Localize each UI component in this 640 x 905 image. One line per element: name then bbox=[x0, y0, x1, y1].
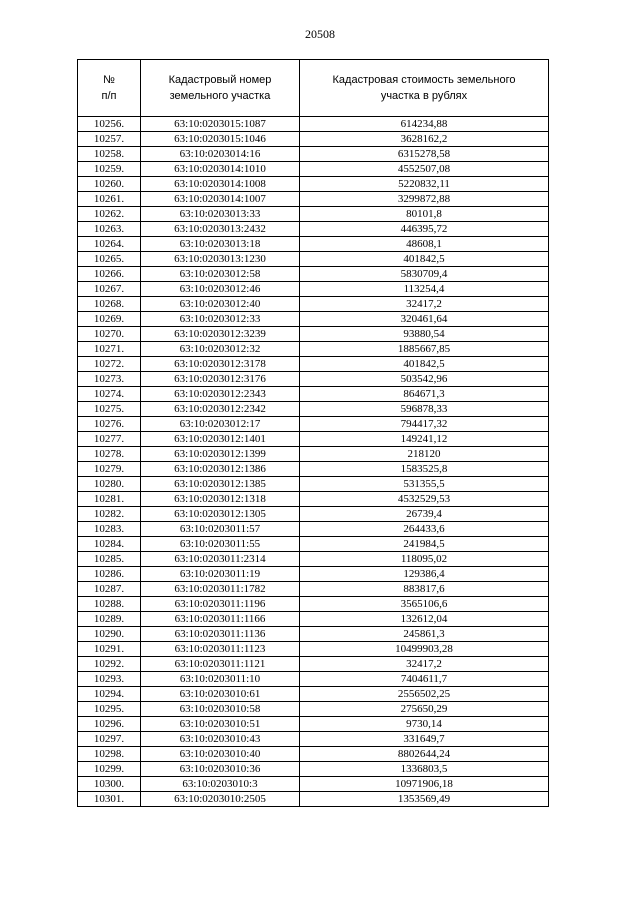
row-number: 10277. bbox=[78, 432, 141, 447]
row-number: 10293. bbox=[78, 672, 141, 687]
cadastral-value: 5220832,11 bbox=[300, 177, 549, 192]
cadastral-number: 63:10:0203012:17 bbox=[141, 417, 300, 432]
row-number: 10265. bbox=[78, 252, 141, 267]
cadastral-value: 331649,7 bbox=[300, 732, 549, 747]
table-row bbox=[78, 342, 549, 357]
table-row bbox=[78, 537, 549, 552]
cadastral-value: 118095,02 bbox=[300, 552, 549, 567]
cadastral-number: 63:10:0203015:1046 bbox=[141, 132, 300, 147]
cadastral-value: 9730,14 bbox=[300, 717, 549, 732]
cadastral-number: 63:10:0203010:36 bbox=[141, 762, 300, 777]
cadastral-number: 63:10:0203014:1008 bbox=[141, 177, 300, 192]
row-number: 10284. bbox=[78, 537, 141, 552]
table-row bbox=[78, 657, 549, 672]
table-row bbox=[78, 477, 549, 492]
row-number: 10294. bbox=[78, 687, 141, 702]
table-row bbox=[78, 117, 549, 132]
table-row bbox=[78, 252, 549, 267]
cadastral-value: 241984,5 bbox=[300, 537, 549, 552]
cadastral-value: 10971906,18 bbox=[300, 777, 549, 792]
cadastral-number: 63:10:0203010:58 bbox=[141, 702, 300, 717]
row-number: 10279. bbox=[78, 462, 141, 477]
row-number: 10256. bbox=[78, 117, 141, 132]
table-row bbox=[78, 627, 549, 642]
cadastral-value: 32417,2 bbox=[300, 297, 549, 312]
table-row bbox=[78, 237, 549, 252]
cadastral-number: 63:10:0203010:40 bbox=[141, 747, 300, 762]
cadastral-number: 63:10:0203011:1121 bbox=[141, 657, 300, 672]
cadastral-number: 63:10:0203012:3178 bbox=[141, 357, 300, 372]
table-body bbox=[78, 117, 549, 807]
cadastral-number: 63:10:0203012:32 bbox=[141, 342, 300, 357]
row-number: 10268. bbox=[78, 297, 141, 312]
table-row bbox=[78, 327, 549, 342]
table-row bbox=[78, 702, 549, 717]
row-number: 10292. bbox=[78, 657, 141, 672]
cadastral-number: 63:10:0203011:19 bbox=[141, 567, 300, 582]
row-number: 10275. bbox=[78, 402, 141, 417]
table-row bbox=[78, 312, 549, 327]
table-row bbox=[78, 147, 549, 162]
table-row bbox=[78, 387, 549, 402]
table-row bbox=[78, 282, 549, 297]
cadastral-value: 7404611,7 bbox=[300, 672, 549, 687]
header-cadastral-number-label: Кадастровый номер земельного участка bbox=[168, 74, 272, 102]
row-number: 10258. bbox=[78, 147, 141, 162]
row-number: 10260. bbox=[78, 177, 141, 192]
cadastral-value: 275650,29 bbox=[300, 702, 549, 717]
row-number: 10288. bbox=[78, 597, 141, 612]
cadastral-number: 63:10:0203010:51 bbox=[141, 717, 300, 732]
cadastral-number: 63:10:0203012:1399 bbox=[141, 447, 300, 462]
cadastre-table bbox=[77, 59, 549, 807]
table-header-row bbox=[78, 60, 549, 117]
row-number: 10273. bbox=[78, 372, 141, 387]
cadastral-value: 2556502,25 bbox=[300, 687, 549, 702]
row-number: 10263. bbox=[78, 222, 141, 237]
cadastral-value: 93880,54 bbox=[300, 327, 549, 342]
cadastral-number: 63:10:0203011:1196 bbox=[141, 597, 300, 612]
table-row bbox=[78, 522, 549, 537]
header-cadastral-value-label: Кадастровая стоимость земельного участка в рублях bbox=[332, 74, 516, 102]
cadastral-value: 401842,5 bbox=[300, 357, 549, 372]
cadastral-number: 63:10:0203012:46 bbox=[141, 282, 300, 297]
cadastral-value: 4532529,53 bbox=[300, 492, 549, 507]
row-number: 10269. bbox=[78, 312, 141, 327]
table-row bbox=[78, 687, 549, 702]
header-number bbox=[78, 60, 141, 117]
row-number: 10266. bbox=[78, 267, 141, 282]
table-row bbox=[78, 777, 549, 792]
header-cadastral-number bbox=[141, 60, 300, 117]
cadastral-number: 63:10:0203010:61 bbox=[141, 687, 300, 702]
cadastral-value: 132612,04 bbox=[300, 612, 549, 627]
cadastral-number: 63:10:0203012:2343 bbox=[141, 387, 300, 402]
row-number: 10259. bbox=[78, 162, 141, 177]
cadastral-value: 596878,33 bbox=[300, 402, 549, 417]
row-number: 10298. bbox=[78, 747, 141, 762]
cadastral-value: 113254,4 bbox=[300, 282, 549, 297]
cadastral-value: 245861,3 bbox=[300, 627, 549, 642]
cadastral-value: 1583525,8 bbox=[300, 462, 549, 477]
cadastral-value: 3565106,6 bbox=[300, 597, 549, 612]
cadastral-value: 320461,64 bbox=[300, 312, 549, 327]
table-row bbox=[78, 567, 549, 582]
cadastral-value: 883817,6 bbox=[300, 582, 549, 597]
table-row bbox=[78, 552, 549, 567]
cadastral-number: 63:10:0203012:1305 bbox=[141, 507, 300, 522]
cadastral-value: 10499903,28 bbox=[300, 642, 549, 657]
row-number: 10291. bbox=[78, 642, 141, 657]
cadastral-number: 63:10:0203014:1010 bbox=[141, 162, 300, 177]
cadastral-value: 446395,72 bbox=[300, 222, 549, 237]
row-number: 10290. bbox=[78, 627, 141, 642]
row-number: 10286. bbox=[78, 567, 141, 582]
cadastral-value: 4552507,08 bbox=[300, 162, 549, 177]
table-row bbox=[78, 132, 549, 147]
table-row bbox=[78, 357, 549, 372]
cadastral-value: 864671,3 bbox=[300, 387, 549, 402]
row-number: 10300. bbox=[78, 777, 141, 792]
cadastral-number: 63:10:0203014:16 bbox=[141, 147, 300, 162]
row-number: 10297. bbox=[78, 732, 141, 747]
cadastral-value: 264433,6 bbox=[300, 522, 549, 537]
header-cadastral-value bbox=[300, 60, 549, 117]
cadastral-number: 63:10:0203011:1136 bbox=[141, 627, 300, 642]
row-number: 10274. bbox=[78, 387, 141, 402]
row-number: 10278. bbox=[78, 447, 141, 462]
table-row bbox=[78, 402, 549, 417]
cadastral-number: 63:10:0203012:33 bbox=[141, 312, 300, 327]
table-row bbox=[78, 747, 549, 762]
row-number: 10301. bbox=[78, 792, 141, 807]
row-number: 10271. bbox=[78, 342, 141, 357]
row-number: 10296. bbox=[78, 717, 141, 732]
row-number: 10281. bbox=[78, 492, 141, 507]
table-row bbox=[78, 447, 549, 462]
cadastral-value: 614234,88 bbox=[300, 117, 549, 132]
row-number: 10272. bbox=[78, 357, 141, 372]
cadastral-number: 63:10:0203010:3 bbox=[141, 777, 300, 792]
cadastral-value: 3299872,88 bbox=[300, 192, 549, 207]
cadastral-number: 63:10:0203011:1782 bbox=[141, 582, 300, 597]
cadastral-number: 63:10:0203012:2342 bbox=[141, 402, 300, 417]
table-row bbox=[78, 732, 549, 747]
cadastral-number: 63:10:0203011:57 bbox=[141, 522, 300, 537]
table-row bbox=[78, 297, 549, 312]
cadastral-number: 63:10:0203012:40 bbox=[141, 297, 300, 312]
cadastral-number: 63:10:0203012:1385 bbox=[141, 477, 300, 492]
cadastral-number: 63:10:0203011:1166 bbox=[141, 612, 300, 627]
cadastral-value: 32417,2 bbox=[300, 657, 549, 672]
table-row bbox=[78, 507, 549, 522]
cadastral-value: 1353569,49 bbox=[300, 792, 549, 807]
table-row bbox=[78, 792, 549, 807]
cadastral-value: 1885667,85 bbox=[300, 342, 549, 357]
cadastral-value: 8802644,24 bbox=[300, 747, 549, 762]
cadastral-number: 63:10:0203014:1007 bbox=[141, 192, 300, 207]
table-row bbox=[78, 672, 549, 687]
row-number: 10264. bbox=[78, 237, 141, 252]
row-number: 10261. bbox=[78, 192, 141, 207]
cadastral-number: 63:10:0203011:1123 bbox=[141, 642, 300, 657]
cadastral-value: 794417,32 bbox=[300, 417, 549, 432]
cadastral-number: 63:10:0203012:3239 bbox=[141, 327, 300, 342]
table-row bbox=[78, 192, 549, 207]
cadastral-value: 3628162,2 bbox=[300, 132, 549, 147]
cadastral-value: 149241,12 bbox=[300, 432, 549, 447]
table-row bbox=[78, 222, 549, 237]
row-number: 10280. bbox=[78, 477, 141, 492]
cadastral-value: 129386,4 bbox=[300, 567, 549, 582]
cadastral-number: 63:10:0203012:1401 bbox=[141, 432, 300, 447]
table-row bbox=[78, 462, 549, 477]
cadastral-number: 63:10:0203012:1386 bbox=[141, 462, 300, 477]
cadastral-value: 503542,96 bbox=[300, 372, 549, 387]
cadastral-number: 63:10:0203013:18 bbox=[141, 237, 300, 252]
table-row bbox=[78, 267, 549, 282]
cadastral-value: 401842,5 bbox=[300, 252, 549, 267]
cadastral-number: 63:10:0203011:2314 bbox=[141, 552, 300, 567]
cadastral-number: 63:10:0203013:1230 bbox=[141, 252, 300, 267]
table-row bbox=[78, 417, 549, 432]
row-number: 10289. bbox=[78, 612, 141, 627]
cadastral-value: 80101,8 bbox=[300, 207, 549, 222]
row-number: 10283. bbox=[78, 522, 141, 537]
cadastral-value: 1336803,5 bbox=[300, 762, 549, 777]
cadastral-number: 63:10:0203012:1318 bbox=[141, 492, 300, 507]
row-number: 10282. bbox=[78, 507, 141, 522]
table-row bbox=[78, 492, 549, 507]
cadastral-number: 63:10:0203013:2432 bbox=[141, 222, 300, 237]
cadastral-value: 48608,1 bbox=[300, 237, 549, 252]
header-number-label: № п/п bbox=[101, 74, 117, 102]
table-row bbox=[78, 207, 549, 222]
table-row bbox=[78, 642, 549, 657]
row-number: 10262. bbox=[78, 207, 141, 222]
table-row bbox=[78, 597, 549, 612]
row-number: 10276. bbox=[78, 417, 141, 432]
table-row bbox=[78, 177, 549, 192]
cadastral-number: 63:10:0203015:1087 bbox=[141, 117, 300, 132]
row-number: 10257. bbox=[78, 132, 141, 147]
cadastral-number: 63:10:0203010:43 bbox=[141, 732, 300, 747]
row-number: 10299. bbox=[78, 762, 141, 777]
cadastral-number: 63:10:0203010:2505 bbox=[141, 792, 300, 807]
row-number: 10267. bbox=[78, 282, 141, 297]
cadastral-value: 531355,5 bbox=[300, 477, 549, 492]
table-row bbox=[78, 762, 549, 777]
cadastral-number: 63:10:0203011:55 bbox=[141, 537, 300, 552]
table-row bbox=[78, 432, 549, 447]
cadastral-number: 63:10:0203012:58 bbox=[141, 267, 300, 282]
cadastral-number: 63:10:0203012:3176 bbox=[141, 372, 300, 387]
cadastral-value: 218120 bbox=[300, 447, 549, 462]
cadastral-number: 63:10:0203013:33 bbox=[141, 207, 300, 222]
table-row bbox=[78, 612, 549, 627]
cadastral-value: 6315278,58 bbox=[300, 147, 549, 162]
table-row bbox=[78, 372, 549, 387]
page-number: 20508 bbox=[305, 27, 335, 41]
row-number: 10285. bbox=[78, 552, 141, 567]
row-number: 10287. bbox=[78, 582, 141, 597]
table-row bbox=[78, 582, 549, 597]
table-row bbox=[78, 162, 549, 177]
cadastral-value: 5830709,4 bbox=[300, 267, 549, 282]
cadastral-value: 26739,4 bbox=[300, 507, 549, 522]
row-number: 10270. bbox=[78, 327, 141, 342]
row-number: 10295. bbox=[78, 702, 141, 717]
table-row bbox=[78, 717, 549, 732]
cadastral-number: 63:10:0203011:10 bbox=[141, 672, 300, 687]
